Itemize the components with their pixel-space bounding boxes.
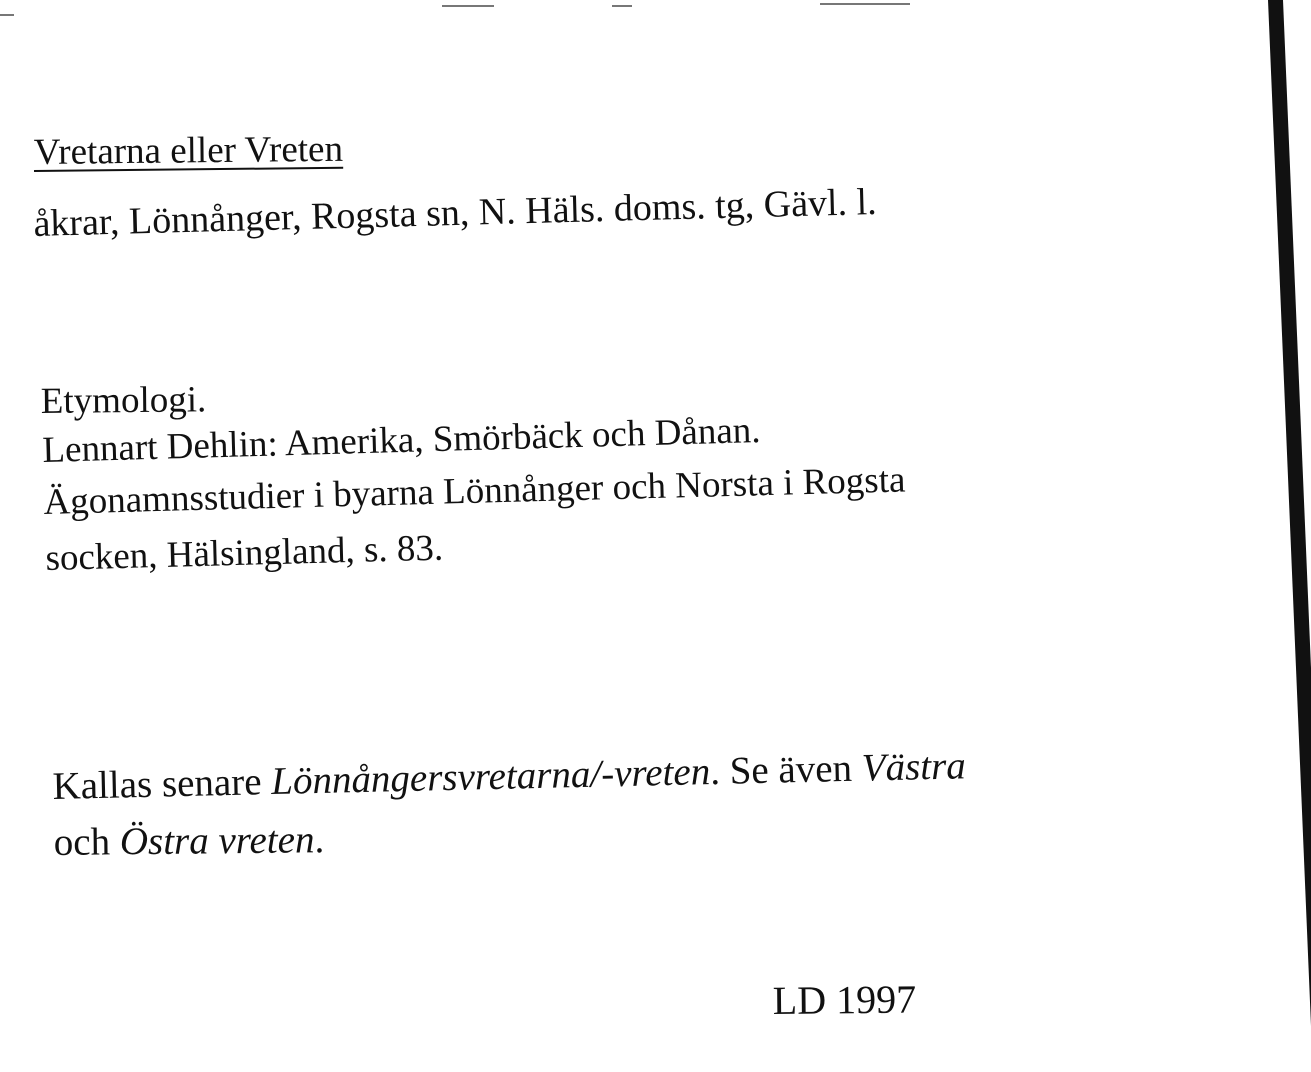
note-place-name: Västra [861,744,967,790]
entry-description: åkrar, Lönnånger, Rogsta sn, N. Häls. doms. tg, Gävl. l. [32,180,878,245]
note-place-name: Östra vreten [119,818,315,864]
signature: LD 1997 [772,976,917,1023]
note-text: Kallas senare [52,760,272,808]
scan-speck [0,14,14,16]
entry-heading: Vretarna eller Vreten [33,128,344,173]
card-edge-line [1268,0,1311,1072]
etymology-source-line: socken, Hälsingland, s. 83. [44,527,444,579]
scan-speck [820,3,910,5]
scan-speck [612,5,632,7]
etymology-source-line: Ägonamnsstudier i byarna Lönnånger och Norsta i Rogsta [42,459,906,523]
note-line [54,820,325,862]
note-text: . [314,818,325,862]
scan-speck [442,5,494,7]
note-line [52,746,966,806]
etymology-source-line: Lennart Dehlin: Amerika, Smörbäck och Dånan. [41,409,761,471]
note-text: . Se även [709,746,863,794]
note-text: och [53,820,121,864]
etymology-label: Etymologi. [40,379,207,422]
note-place-name: Lönnångersvretarna/-vreten [270,750,711,804]
